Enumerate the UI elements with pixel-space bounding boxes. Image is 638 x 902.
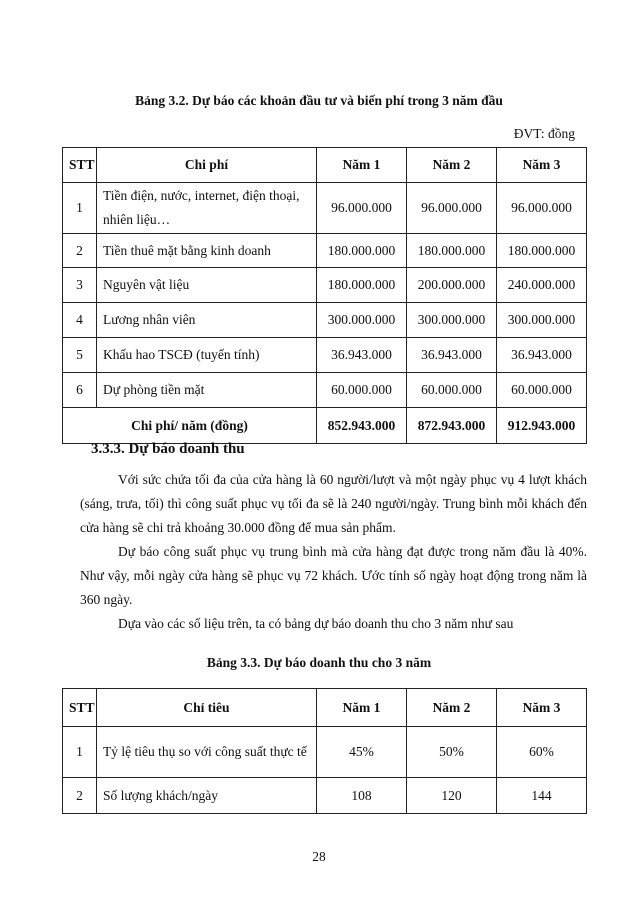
row-year1: 60.000.000	[317, 373, 407, 408]
table1-caption: Bảng 3.2. Dự báo các khoản đầu tư và biến phí trong 3 năm đầu	[135, 93, 503, 108]
row-name: Nguyên vật liệu	[97, 268, 317, 303]
row-name: Tiền thuê mặt bằng kinh doanh	[97, 234, 317, 268]
row-year1: 45%	[317, 727, 407, 778]
table1-header-year2: Năm 2	[407, 148, 497, 183]
row-year1: 36.943.000	[317, 338, 407, 373]
row-year3: 60.000.000	[497, 373, 587, 408]
table1-unit: ĐVT: đồng	[513, 126, 575, 141]
page-number: 28	[312, 849, 326, 864]
paragraph: Với sức chứa tối đa của cửa hàng là 60 người/lượt và một ngày phục vụ 4 lượt khách (sáng, trưa, tối) thì công suất phục vụ tối đa sẽ là 240 người/ngày. Trung bình mỗi khách đến cửa hàng sẽ chi trả khoảng 30.000 đồng để mua sản phẩm.	[80, 472, 587, 535]
row-year2: 120	[407, 778, 497, 814]
row-year3: 60%	[497, 727, 587, 778]
table2-header-year1: Năm 1	[317, 689, 407, 727]
section-heading: 3.3.3. Dự báo doanh thu	[91, 441, 245, 457]
table2-header-stt: STT	[63, 689, 97, 727]
table2-header-row	[63, 689, 587, 727]
row-year3: 240.000.000	[497, 268, 587, 303]
paragraph: Dự báo công suất phục vụ trung bình mà cửa hàng đạt được trong năm đầu là 40%. Như vậy, mỗi ngày cửa hàng sẽ phục vụ 72 khách. Ước tính số ngày hoạt động trong năm là 360 ngày.	[80, 544, 587, 607]
row-year3: 96.000.000	[497, 183, 587, 234]
table-row	[63, 373, 587, 408]
table1-header-year3: Năm 3	[497, 148, 587, 183]
row-year1: 180.000.000	[317, 268, 407, 303]
row-year3: 180.000.000	[497, 234, 587, 268]
row-stt: 1	[63, 727, 97, 778]
table-row	[63, 268, 587, 303]
table2-caption: Bảng 3.3. Dự báo doanh thu cho 3 năm	[206, 655, 432, 670]
row-name: Khấu hao TSCĐ (tuyến tính)	[97, 338, 317, 373]
table1-header-stt: STT	[63, 148, 97, 183]
table-row	[63, 338, 587, 373]
row-stt: 2	[63, 778, 97, 814]
total-year1: 852.943.000	[317, 408, 407, 444]
row-stt: 6	[63, 373, 97, 408]
row-year2: 60.000.000	[407, 373, 497, 408]
row-year2: 300.000.000	[407, 303, 497, 338]
row-name: Tỷ lệ tiêu thụ so với công suất thực tế	[97, 727, 317, 778]
row-year1: 96.000.000	[317, 183, 407, 234]
row-stt: 3	[63, 268, 97, 303]
table1	[62, 147, 587, 444]
row-year2: 36.943.000	[407, 338, 497, 373]
row-name: Dự phòng tiền mặt	[97, 373, 317, 408]
row-stt: 4	[63, 303, 97, 338]
total-label: Chi phí/ năm (đồng)	[63, 408, 317, 444]
row-year2: 180.000.000	[407, 234, 497, 268]
table-row	[63, 727, 587, 778]
total-year3: 912.943.000	[497, 408, 587, 444]
row-name: Tiền điện, nước, internet, điện thoại, nhiên liệu…	[97, 183, 317, 234]
row-year2: 200.000.000	[407, 268, 497, 303]
paragraph: Dựa vào các số liệu trên, ta có bảng dự báo doanh thu cho 3 năm như sau	[118, 616, 514, 631]
row-name: Lương nhân viên	[97, 303, 317, 338]
table1-header-year1: Năm 1	[317, 148, 407, 183]
table2-header-year3: Năm 3	[497, 689, 587, 727]
total-year2: 872.943.000	[407, 408, 497, 444]
row-stt: 1	[63, 183, 97, 234]
row-stt: 2	[63, 234, 97, 268]
table1-total-row	[63, 408, 587, 444]
table2-header-name: Chỉ tiêu	[97, 689, 317, 727]
row-year3: 300.000.000	[497, 303, 587, 338]
table2	[62, 688, 587, 814]
table-row	[63, 183, 587, 234]
row-year1: 300.000.000	[317, 303, 407, 338]
row-year3: 144	[497, 778, 587, 814]
row-year1: 180.000.000	[317, 234, 407, 268]
row-year1: 108	[317, 778, 407, 814]
table-row	[63, 778, 587, 814]
row-name: Số lượng khách/ngày	[97, 778, 317, 814]
table2-header-year2: Năm 2	[407, 689, 497, 727]
table-row	[63, 303, 587, 338]
row-stt: 5	[63, 338, 97, 373]
row-year2: 96.000.000	[407, 183, 497, 234]
table1-header-row	[63, 148, 587, 183]
row-year2: 50%	[407, 727, 497, 778]
row-year3: 36.943.000	[497, 338, 587, 373]
table-row	[63, 234, 587, 268]
table1-header-name: Chi phí	[97, 148, 317, 183]
